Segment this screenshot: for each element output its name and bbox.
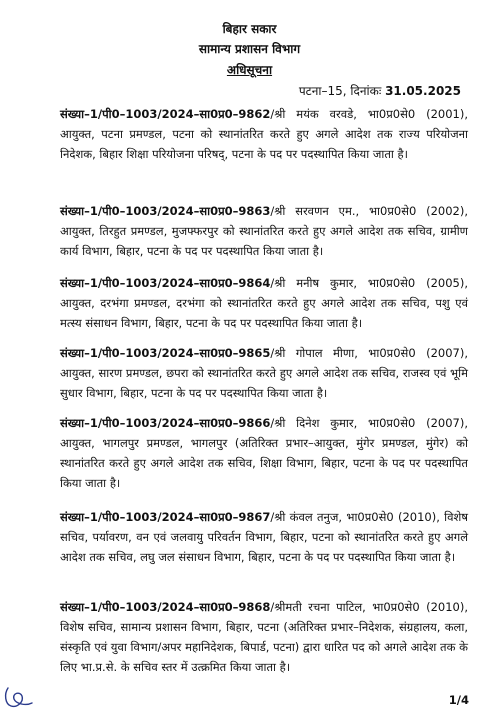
order-text: /श्रीमती रचना पाटिल, भा0प्र0से0 (2010), विशेष सचिव, सामान्य प्रशासन विभाग, बिहार, पटना (अतिरिक्त प्रभार–निदेशक, संग्रहालय, कला, संस्कृति एवं युवा विभाग/अपर महानिदेशक, बिपार्ड, पटना) द्वारा धारित पद को अगले आदेश तक के लिए भा.प्र.से. के सचिव स्तर में उत्क्रमित किया जाता है। [60,600,468,674]
notice-type: अधिसूचना [226,63,273,77]
order-ref: संख्या–1/पी0–1003/2024–सा0प्र0–9865 [60,346,271,360]
order-text: /श्री सरवणन एम., भा0प्र0से0 (2002), आयुक्त, तिरहुत प्रमण्डल, मुजफ्फरपुर को स्थानांतरित करते हुए अगले आदेश तक सचिव, ग्रामीण कार्य विभाग, बिहार, पटना के पद पर पदस्थापित किया जाता है। [60,204,468,258]
order-paragraph [60,273,468,333]
government-name: बिहार सकार [222,22,277,36]
order-paragraph [60,413,468,493]
order-ref: संख्या–1/पी0–1003/2024–सा0प्र0–9868 [60,600,271,614]
place-code: पटना–15, दिनांकः [298,84,382,98]
order-paragraph [60,343,468,403]
order-text: /श्री कंवल तनुज, भा0प्र0से0 (2010), विशेष सचिव, पर्यावरण, वन एवं जलवायु परिवर्तन विभाग, बिहार, पटना को स्थानांतरित करते हुए अगले आदेश तक सचिव, लघु जल संसाधन विभाग, बिहार, पटना के पद पर पदस्थापित किया जाता है। [60,510,468,564]
order-paragraph [60,104,468,164]
notice-date: 31.05.2025 [385,84,461,98]
order-ref: संख्या–1/पी0–1003/2024–सा0प्र0–9864 [60,276,271,290]
signature-mark [2,684,34,710]
order-text: /श्री दिनेश कुमार, भा0प्र0से0 (2007), आयुक्त, भागलपुर प्रमण्डल, भागलपुर (अतिरिक्त प्रभार–आयुक्त, मुंगेर प्रमण्डल, मुंगेर) को स्थानांतरित करते हुए अगले आदेश तक सचिव, शिक्षा विभाग, बिहार, पटना के पद पर पदस्थापित किया जाता है। [60,416,468,490]
page-number: 1/4 [448,693,469,707]
order-ref: संख्या–1/पी0–1003/2024–सा0प्र0–9867 [60,510,271,524]
order-ref: संख्या–1/पी0–1003/2024–सा0प्र0–9862 [60,107,271,121]
order-ref: संख्या–1/पी0–1003/2024–सा0प्र0–9866 [60,416,271,430]
department-name: सामान्य प्रशासन विभाग [198,42,301,56]
order-paragraph [60,597,468,677]
order-paragraph [60,507,468,567]
order-text: /श्री मनीष कुमार, भा0प्र0से0 (2005), आयुक्त, दरभंगा प्रमण्डल, दरभंगा को स्थानांतरित करते हुए अगले आदेश तक सचिव, पशु एवं मत्स्य संसाधन विभाग, बिहार, पटना के पद पर पदस्थापित किया जाता है। [60,276,468,330]
order-paragraph [60,201,468,261]
order-text: /श्री मयंक वरवडे, भा0प्र0से0 (2001), आयुक्त, पटना प्रमण्डल, पटना को स्थानांतरित करते हुए अगले आदेश तक राज्य परियोजना निदेशक, बिहार शिक्षा परियोजना परिषद्, पटना के पद पर पदस्थापित किया जाता है। [60,107,468,161]
order-text: /श्री गोपाल मीणा, भा0प्र0से0 (2007), आयुक्त, सारण प्रमण्डल, छपरा को स्थानांतरित करते हुए अगले आदेश तक सचिव, राजस्व एवं भूमि सुधार विभाग, बिहार, पटना के पद पर पदस्थापित किया जाता है। [60,346,468,400]
dateline [299,84,461,98]
order-ref: संख्या–1/पी0–1003/2024–सा0प्र0–9863 [60,204,271,218]
